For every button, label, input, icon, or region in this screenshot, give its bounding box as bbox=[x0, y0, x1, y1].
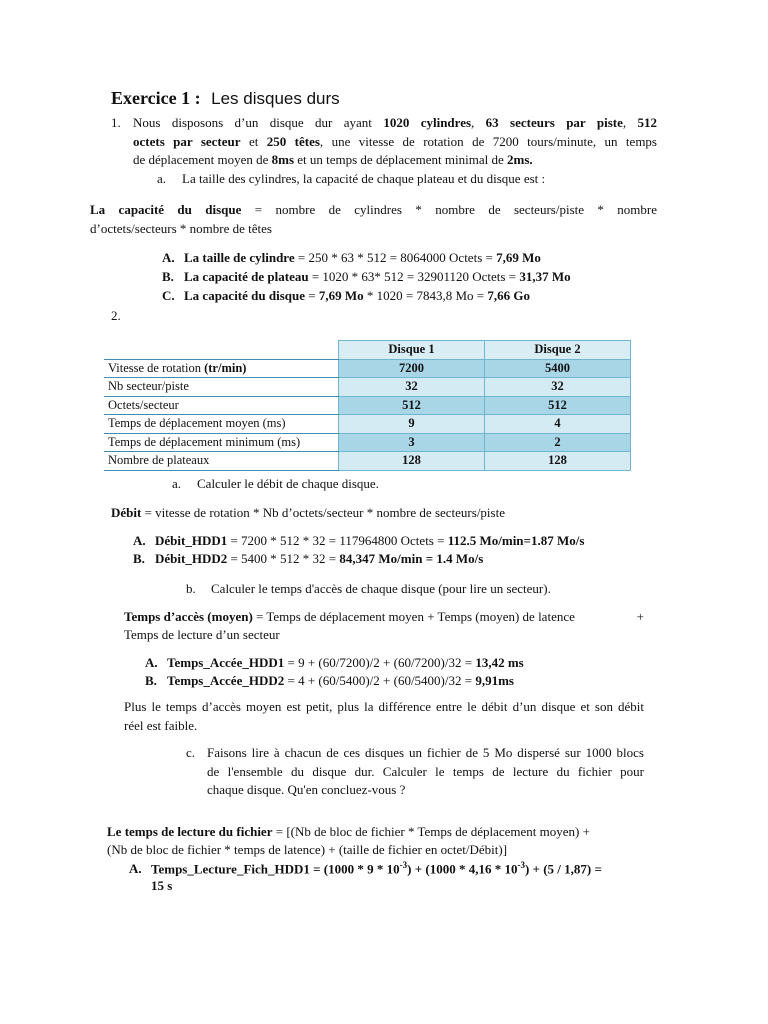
cell-disque-1: 9 bbox=[339, 415, 485, 434]
calc-disk-capacity: C. La capacité du disque = 7,69 Mo * 1020 = 7843,8 Mo = 7,66 Go bbox=[162, 288, 530, 303]
cell-disque-2: 4 bbox=[485, 415, 631, 434]
q2c-line1: Faisons lire à chacun de ces disques un fichier de 5 Mo dispersé sur 1000 blocs bbox=[207, 745, 644, 760]
cell-disque-2: 512 bbox=[485, 396, 631, 415]
q2-number: 2. bbox=[111, 308, 121, 323]
table-row bbox=[104, 359, 631, 378]
cell-disque-1: 512 bbox=[339, 396, 485, 415]
row-label: Octets/secteur bbox=[104, 396, 339, 415]
cell-disque-2: 2 bbox=[485, 433, 631, 452]
q1-number: 1. bbox=[111, 115, 121, 130]
q2b: b. Calculer le temps d'accès de chaque disque (pour lire un secteur). bbox=[186, 581, 551, 596]
table-header-row bbox=[104, 341, 631, 360]
table-row bbox=[104, 452, 631, 471]
q2c-line3: chaque disque. Qu'en concluez-vous ? bbox=[207, 782, 406, 797]
table-row bbox=[104, 433, 631, 452]
exercise-subtitle: Les disques durs bbox=[211, 89, 340, 108]
remark-line2: réel est faible. bbox=[124, 718, 198, 733]
q2c-line2: de l'ensemble du disque dur. Calculer le temps de lecture du fichier pour bbox=[207, 764, 644, 779]
table-row bbox=[104, 378, 631, 397]
capacity-def-line2: d’octets/secteurs * nombre de têtes bbox=[90, 221, 272, 236]
calc-plateau-capacity: B. La capacité de plateau = 1020 * 63* 512 = 32901120 Octets = 31,37 Mo bbox=[162, 269, 571, 284]
cell-disque-1: 128 bbox=[339, 452, 485, 471]
q1-line1: Nous disposons d’un disque dur ayant 1020 cylindres, 63 secteurs par piste, 512 bbox=[133, 115, 657, 130]
read-hdd1: A. Temps_Lecture_Fich_HDD1 = $(1000 * 9 * 10^{-3}) + (1000 * 4,16 * 10^{-3}) + (5 / 1,87)$ = bbox=[129, 860, 602, 877]
q2c-label: c. bbox=[186, 745, 196, 760]
table-row bbox=[104, 415, 631, 434]
access-def-line2: Temps de lecture d’un secteur bbox=[124, 627, 280, 642]
capacity-def-line1: La capacité du disque = nombre de cylindres * nombre de secteurs/piste * nombre bbox=[90, 202, 657, 217]
calc-cylinder-size: A. La taille de cylindre = 250 * 63 * 512 = 8064000 Octets = 7,69 Mo bbox=[162, 250, 541, 265]
row-label: Vitesse de rotation (tr/min) bbox=[104, 359, 339, 378]
q1-line3: de déplacement moyen de 8ms et un temps de déplacement minimal de 2ms. bbox=[133, 152, 533, 167]
cell-disque-2: 5400 bbox=[485, 359, 631, 378]
q2a: a. Calculer le débit de chaque disque. bbox=[172, 476, 379, 491]
cell-disque-1: 7200 bbox=[339, 359, 485, 378]
cell-disque-1: 32 bbox=[339, 378, 485, 397]
cell-disque-1: 3 bbox=[339, 433, 485, 452]
access-hdd1: A. Temps_Accée_HDD1 = 9 + (60/7200)/2 + (60/7200)/32 = 13,42 ms bbox=[145, 655, 524, 670]
debit-hdd2: B. Débit_HDD2 = 5400 * 512 * 32 = 84,347 Mo/min = 1.4 Mo/s bbox=[133, 551, 484, 566]
access-def-line1: Temps d’accès (moyen) = Temps de déplacement moyen + Temps (moyen) de latence + bbox=[124, 609, 644, 624]
read-def-line1: Le temps de lecture du fichier = [(Nb de bloc de fichier * Temps de déplacement moyen) + bbox=[107, 824, 590, 839]
table-row bbox=[104, 396, 631, 415]
cell-disque-2: 128 bbox=[485, 452, 631, 471]
access-hdd2: B. Temps_Accée_HDD2 = 4 + (60/5400)/2 + (60/5400)/32 = 9,91ms bbox=[145, 673, 514, 688]
q1-sub-a: a. La taille des cylindres, la capacité de chaque plateau et du disque est : bbox=[157, 171, 546, 186]
disk-spec-table bbox=[104, 340, 631, 471]
debit-def: Débit = vitesse de rotation * Nb d’octets/secteur * nombre de secteurs/piste bbox=[111, 505, 505, 520]
cell-disque-2: 32 bbox=[485, 378, 631, 397]
row-label: Temps de déplacement minimum (ms) bbox=[104, 433, 339, 452]
read-def-line2: (Nb de bloc de fichier * temps de latence) + (taille de fichier en octet/Débit)] bbox=[107, 842, 508, 857]
header-disque-2: Disque 2 bbox=[485, 341, 631, 360]
read-hdd1-result: 15 s bbox=[151, 878, 173, 893]
row-label: Nb secteur/piste bbox=[104, 378, 339, 397]
header-disque-1: Disque 1 bbox=[339, 341, 485, 360]
row-label: Temps de déplacement moyen (ms) bbox=[104, 415, 339, 434]
row-label: Nombre de plateaux bbox=[104, 452, 339, 471]
debit-hdd1: A. Débit_HDD1 = 7200 * 512 * 32 = 117964800 Octets = 112.5 Mo/min=1.87 Mo/s bbox=[133, 533, 585, 548]
exercise-label: Exercice 1 : bbox=[111, 88, 201, 108]
q1-line2: octets par secteur et 250 têtes, une vitesse de rotation de 7200 tours/minute, un temps bbox=[133, 134, 657, 149]
exercise-title bbox=[111, 88, 340, 109]
remark-line1: Plus le temps d’accès moyen est petit, plus la différence entre le débit d’un disque et son débit bbox=[124, 699, 644, 714]
